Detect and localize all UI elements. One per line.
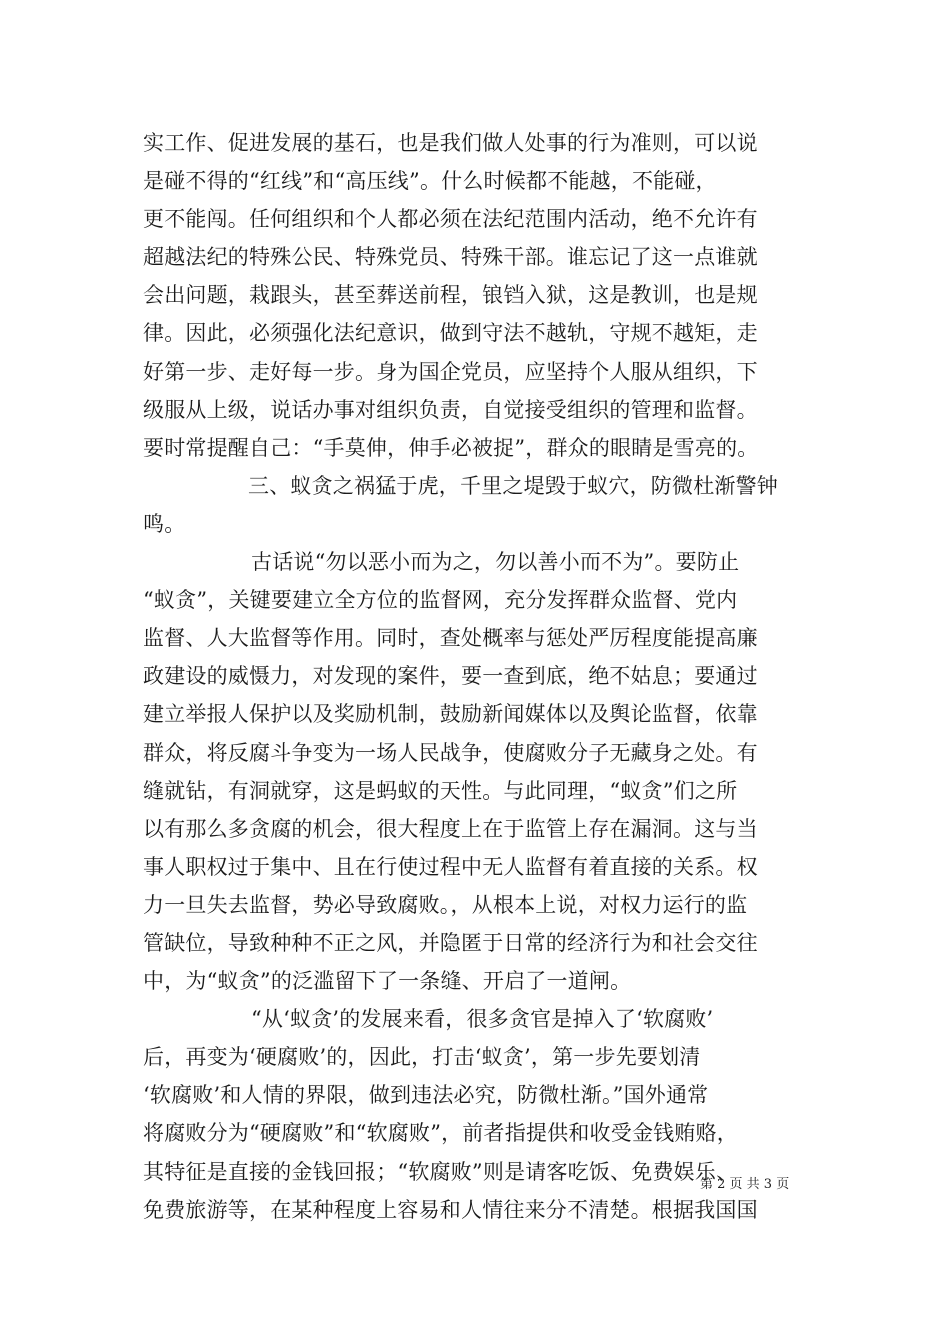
text-line: 中，为“蚁贪”的泛滥留下了一条缝、开启了一道闸。	[143, 969, 632, 994]
text-line: 事人职权过于集中、且在行使过程中无人监督有着直接的关系。权	[143, 854, 758, 879]
paragraph-start: “从‘蚁贪’的发展来看，很多贪官是掉入了‘软腐败’	[251, 1007, 714, 1032]
text-line: 会出问题，栽跟头，甚至葬送前程，锒铛入狱，这是教训，也是规	[143, 283, 758, 308]
text-line: 政建设的威慑力，对发现的案件，要一查到底，绝不姑息；要通过	[143, 664, 758, 689]
text-line: 缝就钻，有洞就穿，这是蚂蚁的天性。与此同理，“蚁贪”们之所	[143, 778, 738, 803]
text-line: 后，再变为‘硬腐败’的，因此，打击‘蚁贪’，第一步先要划清	[143, 1045, 701, 1070]
text-line: 更不能闯。任何组织和个人都必须在法纪范围内活动，绝不允许有	[143, 207, 758, 232]
text-line: 律。因此，必须强化法纪意识，做到守法不越轨，守规不越矩，走	[143, 321, 758, 346]
text-line: 免费旅游等，在某种程度上容易和人情往来分不清楚。根据我国国	[143, 1197, 758, 1222]
section-heading-continued: 鸣。	[143, 511, 186, 536]
text-line: 群众，将反腐斗争变为一场人民战争，使腐败分子无藏身之处。有	[143, 740, 758, 765]
text-line: 实工作、促进发展的基石，也是我们做人处事的行为准则，可以说	[143, 131, 758, 155]
text-line: 要时常提醒自己：“手莫伸，伸手必被捉”，群众的眼睛是雪亮的。	[143, 435, 759, 460]
section-heading: 三、蚁贪之祸猛于虎，千里之堤毁于蚁穴，防微杜渐警钟	[248, 473, 778, 498]
text-line: 超越法纪的特殊公民、特殊党员、特殊干部。谁忘记了这一点谁就	[143, 245, 758, 270]
text-line: 将腐败分为“硬腐败”和“软腐败”，前者指提供和收受金钱贿赂，	[143, 1121, 738, 1146]
text-line: 好第一步、走好每一步。身为国企党员，应坚持个人服从组织，下	[143, 359, 758, 384]
text-line: 力一旦失去监督，势必导致腐败。，从根本上说，对权力运行的监	[143, 892, 748, 917]
page-number-footer: 第 2 页 共 3 页	[700, 1177, 790, 1192]
text-line: “蚁贪”，关键要建立全方位的监督网，充分发挥群众监督、党内	[143, 588, 738, 613]
text-line: ‘软腐败’和人情的界限，做到违法必究，防微杜渐。”国外通常	[143, 1083, 709, 1108]
text-line: 管缺位，导致种种不正之风，并隐匿于日常的经济行为和社会交往	[143, 930, 758, 955]
text-line: 其特征是直接的金钱回报；“软腐败”则是请客吃饭、免费娱乐、	[143, 1159, 738, 1184]
document-body	[143, 124, 823, 1229]
text-line: 级服从上级，说话办事对组织负责，自觉接受组织的管理和监督。	[143, 397, 758, 422]
text-line: 建立举报人保护以及奖励机制，鼓励新闻媒体以及舆论监督，依靠	[143, 702, 758, 727]
text-line: 以有那么多贪腐的机会，很大程度上在于监管上存在漏洞。这与当	[143, 816, 758, 841]
text-line: 是碰不得的“红线”和“高压线”。什么时候都不能越，不能碰，	[143, 169, 717, 194]
paragraph-start: 古话说“勿以恶小而为之，勿以善小而不为”。要防止	[251, 550, 740, 575]
text-line: 监督、人大监督等作用。同时，查处概率与惩处严厉程度能提高廉	[143, 626, 758, 651]
